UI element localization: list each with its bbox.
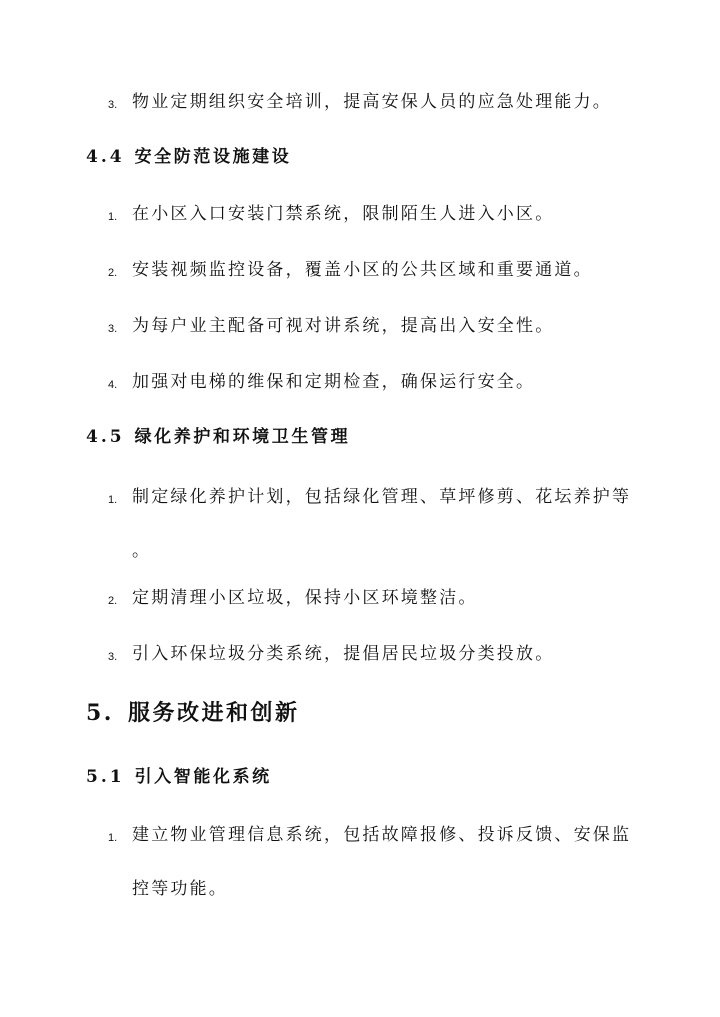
list-number: 1. <box>108 494 118 506</box>
list-text: 安装视频监控设备，覆盖小区的公共区域和重要通道。 <box>132 260 593 280</box>
list-number: 3. <box>108 99 118 111</box>
section-heading-4-4 <box>86 146 291 168</box>
list-text: 制定绿化养护计划，包括绿化管理、草坪修剪、花坛养护等 <box>132 487 632 507</box>
list-text: 定期清理小区垃圾，保持小区环境整洁。 <box>132 588 478 608</box>
list-text: 加强对电梯的维保和定期检查，确保运行安全。 <box>132 372 536 392</box>
list-text-continuation: 控等功能。 <box>132 879 228 899</box>
list-number: 2. <box>108 267 118 279</box>
heading-text: 绿化养护和环境卫生管理 <box>134 427 351 447</box>
list-number: 4. <box>108 379 118 391</box>
list-number: 3. <box>108 651 118 663</box>
list-text: 引入环保垃圾分类系统，提倡居民垃圾分类投放。 <box>132 644 555 664</box>
section-heading-5 <box>86 700 299 727</box>
list-text: 物业定期组织安全培训，提高安保人员的应急处理能力。 <box>132 92 612 112</box>
heading-text: 引入智能化系统 <box>134 767 272 787</box>
heading-text: 服务改进和创新 <box>127 701 300 726</box>
list-number: 3. <box>108 323 118 335</box>
heading-number: 5.1 <box>86 767 125 787</box>
heading-text: 安全防范设施建设 <box>134 147 292 167</box>
list-number: 1. <box>108 211 118 223</box>
list-number: 1. <box>108 832 118 844</box>
list-text: 在小区入口安装门禁系统，限制陌生人进入小区。 <box>132 204 555 224</box>
section-heading-5-1 <box>86 766 272 788</box>
heading-number: 4.5 <box>86 427 125 447</box>
list-text: 为每户业主配备可视对讲系统，提高出入安全性。 <box>132 316 555 336</box>
heading-number: 4.4 <box>86 147 125 167</box>
list-text: 建立物业管理信息系统，包括故障报修、投诉反馈、安保监 <box>132 825 632 845</box>
section-heading-4-5 <box>86 426 350 448</box>
list-text-continuation: 。 <box>132 541 152 561</box>
list-number: 2. <box>108 595 118 607</box>
heading-number: 5. <box>86 700 114 726</box>
